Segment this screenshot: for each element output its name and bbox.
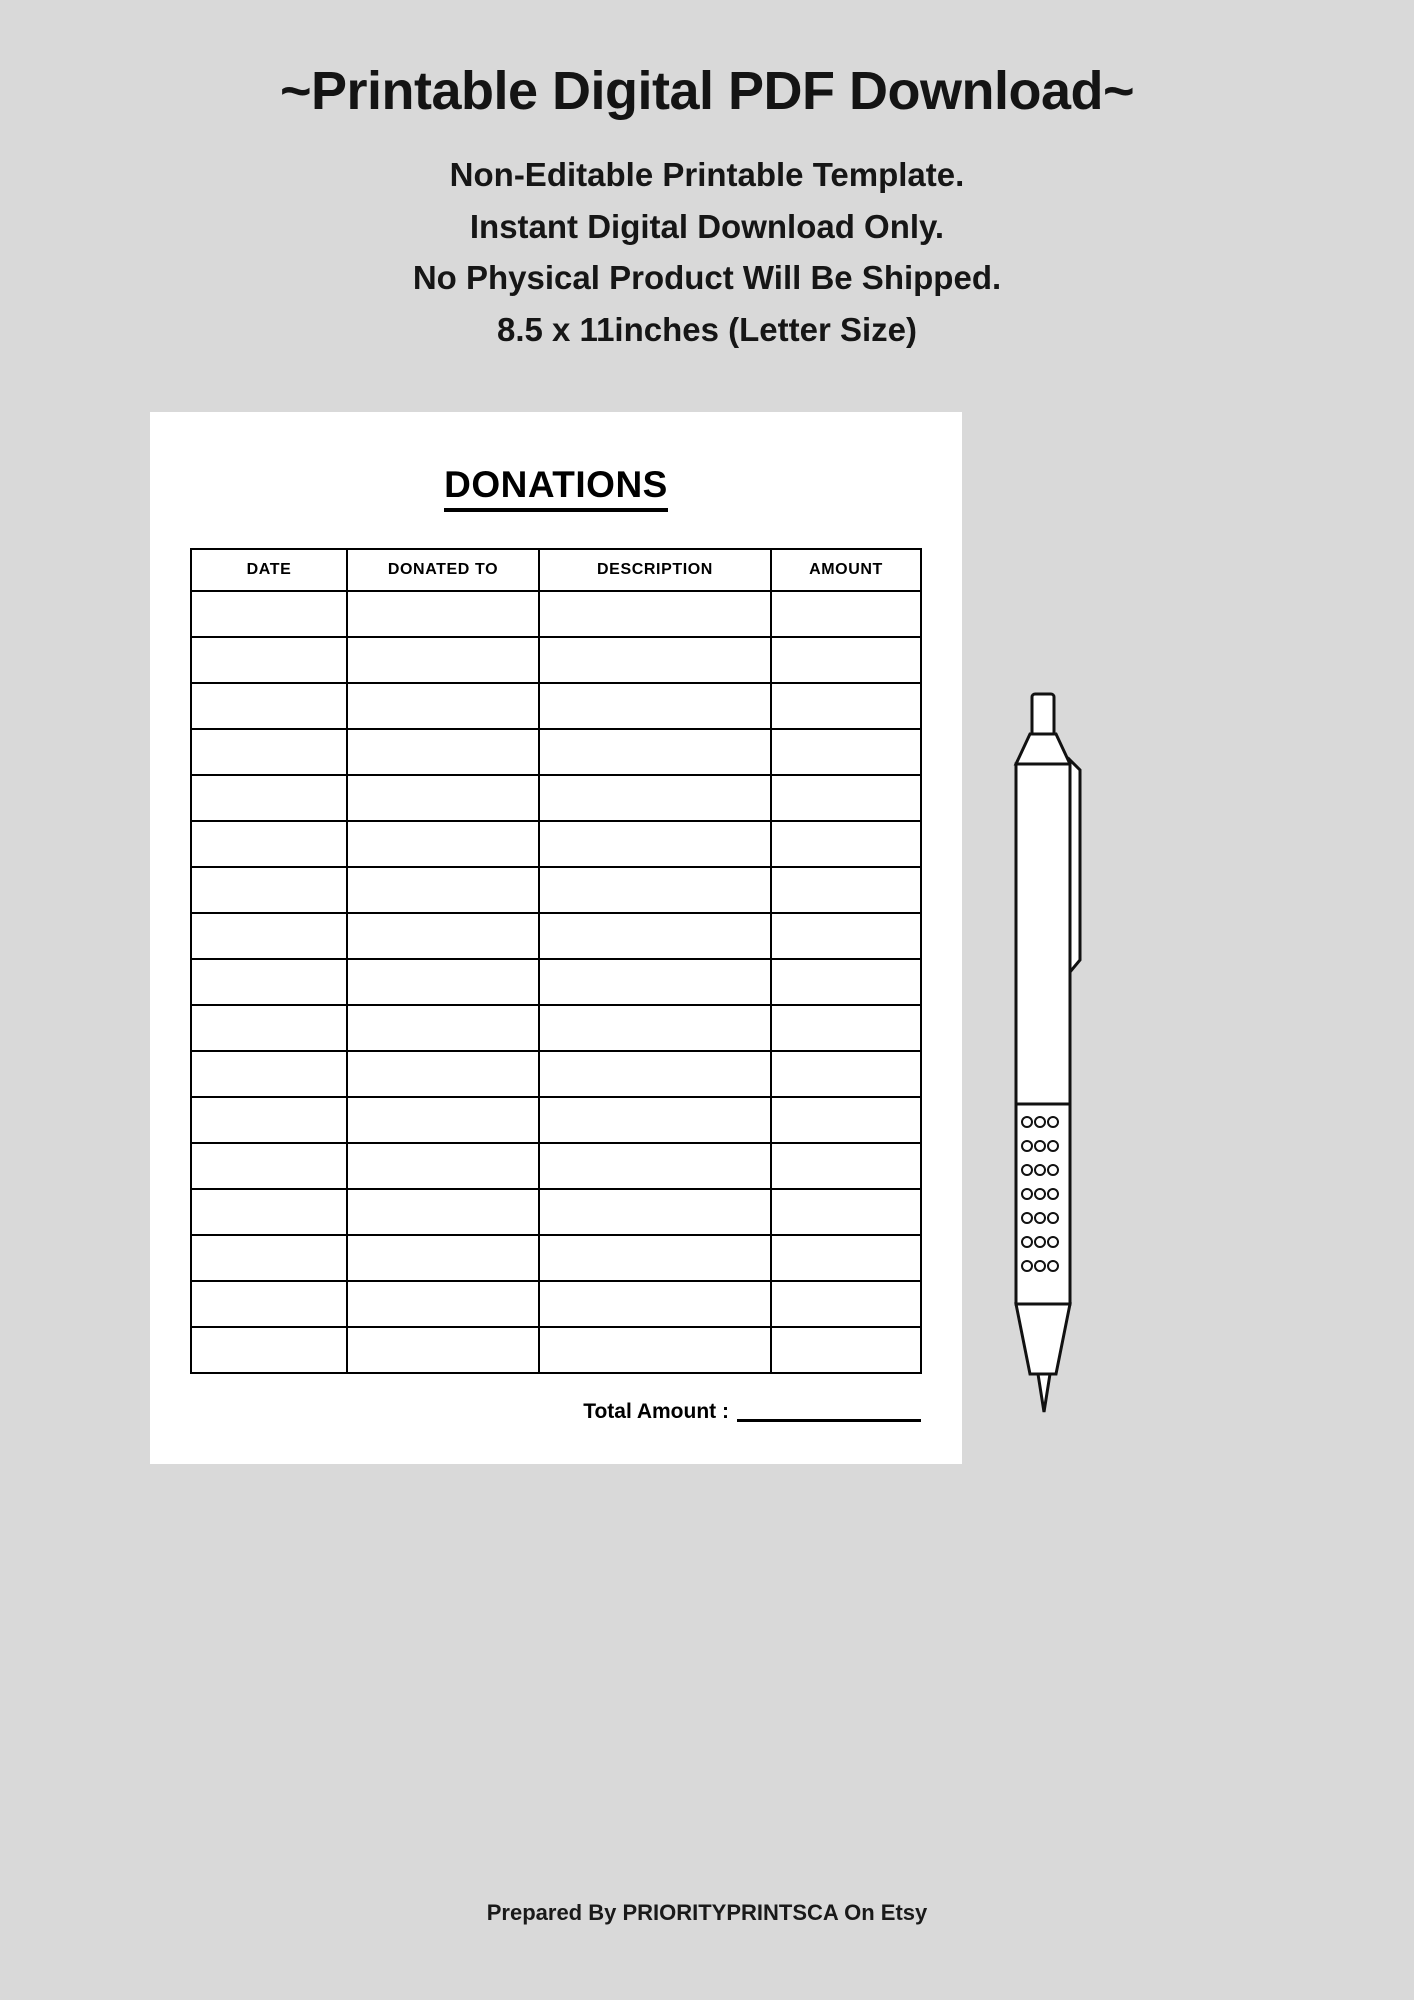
table-cell [347, 959, 539, 1005]
table-cell [191, 1005, 347, 1051]
table-cell [539, 591, 771, 637]
table-row [191, 1005, 921, 1051]
page-title: ~Printable Digital PDF Download~ [279, 61, 1135, 121]
table-row [191, 591, 921, 637]
table-cell [347, 1143, 539, 1189]
table-cell [539, 1235, 771, 1281]
table-cell [539, 1005, 771, 1051]
table-cell [347, 683, 539, 729]
table-cell [539, 867, 771, 913]
table-cell [771, 1097, 921, 1143]
column-header-date: DATE [191, 549, 347, 591]
table-cell [347, 591, 539, 637]
table-cell [539, 1051, 771, 1097]
table-cell [539, 683, 771, 729]
table-cell [347, 1097, 539, 1143]
table-cell [771, 913, 921, 959]
table-cell [771, 1235, 921, 1281]
table-cell [539, 729, 771, 775]
column-header-description: DESCRIPTION [539, 549, 771, 591]
table-cell [771, 1005, 921, 1051]
table-cell [539, 775, 771, 821]
table-row [191, 959, 921, 1005]
table-cell [539, 1327, 771, 1373]
table-row [191, 913, 921, 959]
table-cell [771, 1327, 921, 1373]
total-amount-label: Total Amount : [583, 1400, 729, 1423]
table-row [191, 1097, 921, 1143]
table-cell [347, 1235, 539, 1281]
table-cell [539, 1097, 771, 1143]
header-description [0, 149, 1414, 355]
column-header-amount: AMOUNT [771, 549, 921, 591]
total-amount-row [191, 1400, 921, 1424]
table-cell [191, 1235, 347, 1281]
table-cell [771, 867, 921, 913]
table-cell [191, 913, 347, 959]
table-cell [539, 637, 771, 683]
header [0, 0, 1414, 355]
table-cell [191, 683, 347, 729]
table-cell [771, 1051, 921, 1097]
header-line-4: 8.5 x 11inches (Letter Size) [496, 310, 918, 348]
table-row [191, 637, 921, 683]
table-row [191, 683, 921, 729]
table-cell [771, 775, 921, 821]
table-cell [191, 1097, 347, 1143]
sheet-title-text: DONATIONS [444, 464, 668, 512]
table-cell [191, 959, 347, 1005]
table-cell [771, 959, 921, 1005]
table-header-row [191, 549, 921, 591]
table-cell [191, 1327, 347, 1373]
total-amount-blank [737, 1419, 921, 1422]
sheet-title [150, 412, 962, 506]
table-row [191, 729, 921, 775]
table-cell [539, 959, 771, 1005]
table-cell [771, 821, 921, 867]
table-cell [347, 867, 539, 913]
table-row [191, 1189, 921, 1235]
table-cell [771, 637, 921, 683]
table-cell [347, 821, 539, 867]
table-row [191, 1235, 921, 1281]
table-row [191, 867, 921, 913]
donations-table [190, 548, 922, 1374]
table-cell [191, 821, 347, 867]
table-cell [347, 913, 539, 959]
table-cell [539, 913, 771, 959]
header-line-3: No Physical Product Will Be Shipped. [412, 259, 1002, 297]
table-cell [771, 1189, 921, 1235]
table-cell [347, 729, 539, 775]
ballpoint-pen-icon [1000, 690, 1090, 1420]
table-row [191, 1051, 921, 1097]
table-cell [539, 1189, 771, 1235]
table-cell [539, 821, 771, 867]
table-cell [347, 1005, 539, 1051]
table-cell [191, 637, 347, 683]
table-cell [347, 1327, 539, 1373]
table-cell [191, 1189, 347, 1235]
footer-credit: Prepared By PRIORITYPRINTSCA On Etsy [486, 1900, 928, 1925]
printable-sheet-preview [150, 412, 962, 1464]
table-cell [771, 591, 921, 637]
table-row [191, 821, 921, 867]
table-cell [771, 729, 921, 775]
table-cell [191, 591, 347, 637]
table-row [191, 1327, 921, 1373]
table-cell [771, 1143, 921, 1189]
table-cell [191, 1143, 347, 1189]
table-cell [347, 1281, 539, 1327]
table-cell [539, 1143, 771, 1189]
table-cell [771, 683, 921, 729]
table-cell [191, 1051, 347, 1097]
table-cell [191, 729, 347, 775]
table-cell [347, 1051, 539, 1097]
table-cell [347, 1189, 539, 1235]
table-cell [771, 1281, 921, 1327]
table-cell [191, 867, 347, 913]
table-cell [191, 1281, 347, 1327]
table-cell [347, 637, 539, 683]
column-header-donated-to: DONATED TO [347, 549, 539, 591]
table-row [191, 775, 921, 821]
table-cell [347, 775, 539, 821]
table-row [191, 1281, 921, 1327]
header-line-2: Instant Digital Download Only. [469, 207, 945, 245]
donations-table-body [191, 591, 921, 1373]
header-line-1: Non-Editable Printable Template. [449, 156, 965, 194]
table-cell [191, 775, 347, 821]
table-row [191, 1143, 921, 1189]
table-cell [539, 1281, 771, 1327]
